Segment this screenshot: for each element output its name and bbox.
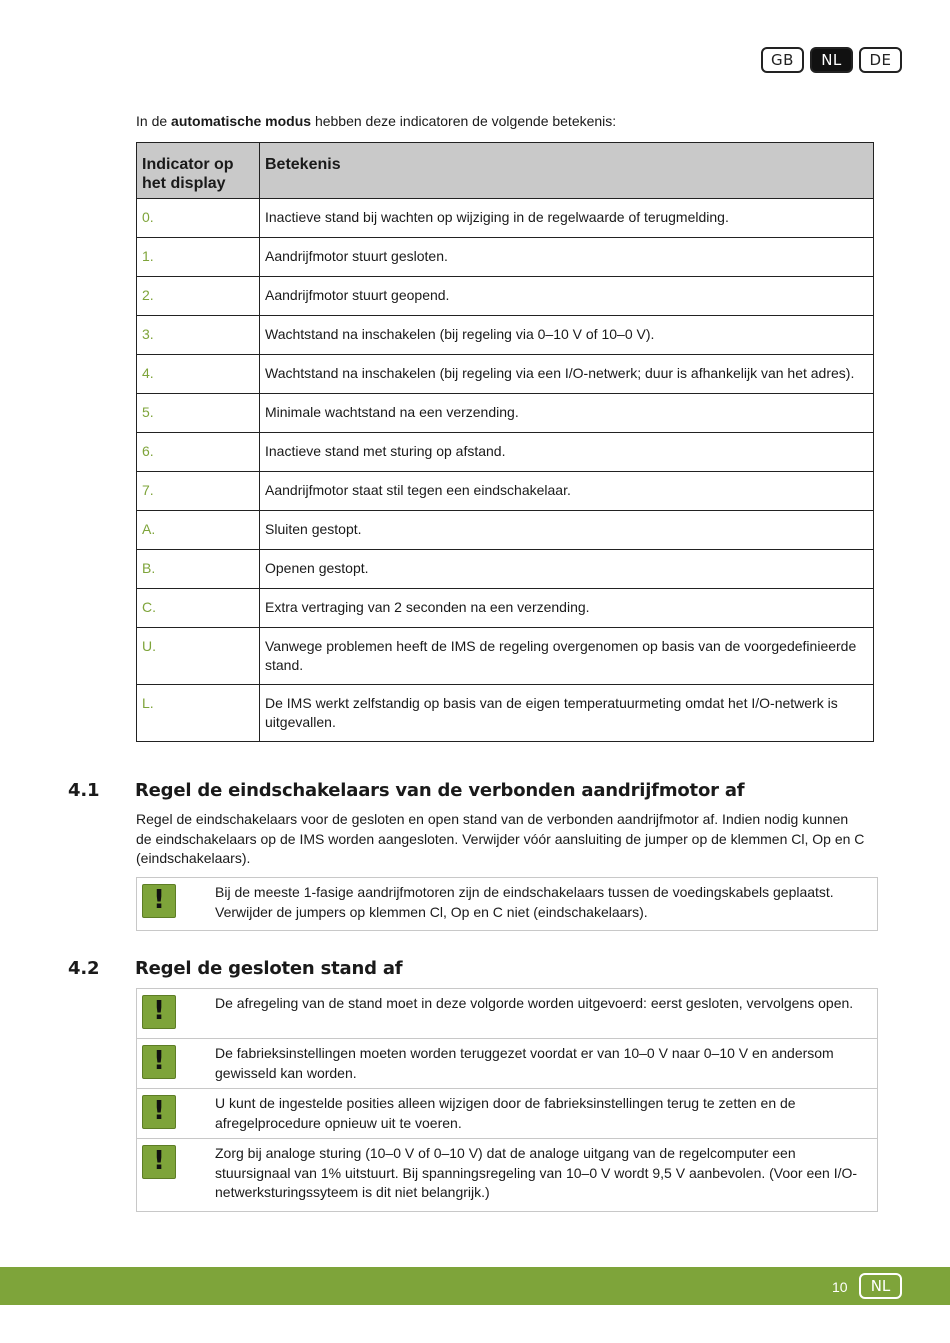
table-row [137,238,874,277]
table-row [137,433,874,472]
warning-note [137,1138,877,1211]
table-row [137,589,874,628]
indicator-code: 5. [137,394,260,433]
indicator-meaning: Extra vertraging van 2 seconden na een verzending. [260,589,874,628]
intro-bold: automatische modus [171,113,312,129]
warning-text: De fabrieksinstellingen moeten worden teruggezet voordat er van 10–0 V naar 0–10 V en andersom gewisseld kan worden. [215,1045,834,1081]
indicator-meaning: Inactieve stand bij wachten op wijziging in de regelwaarde of terugmelding. [260,199,874,238]
section-heading-4-2 [68,958,402,979]
table-row [137,628,874,685]
table-row [137,316,874,355]
intro-prefix: In de [136,113,172,129]
warning-text: De afregeling van de stand moet in deze volgorde worden uitgevoerd: eerst gesloten, vervolgens open. [215,995,854,1011]
table-row [137,550,874,589]
table-row [137,199,874,238]
section-number: 4.1 [68,780,100,801]
warning-notes-4-1 [136,877,878,931]
table-row [137,394,874,433]
column-header-indicator: Indicator op het display [137,143,260,199]
indicator-meaning: Inactieve stand met sturing op afstand. [260,433,874,472]
indicator-meaning: Sluiten gestopt. [260,511,874,550]
language-button-de[interactable]: DE [859,47,902,73]
indicator-meaning: De IMS werkt zelfstandig op basis van de eigen temperatuurmeting omdat het I/O-netwerk is uitgevallen. [260,685,874,742]
indicator-meaning: Vanwege problemen heeft de IMS de regeling overgenomen op basis van de voorgedefinieerde stand. [260,628,874,685]
indicator-code: U. [137,628,260,685]
indicator-code: B. [137,550,260,589]
indicator-meaning: Aandrijfmotor stuurt gesloten. [260,238,874,277]
indicator-code: L. [137,685,260,742]
indicator-meaning: Minimale wachtstand na een verzending. [260,394,874,433]
intro-text [136,113,616,129]
table-header-row [137,143,874,199]
section-title: Regel de gesloten stand af [135,958,403,979]
section-heading-4-1 [68,780,744,801]
warning-note [137,878,877,930]
indicator-table [136,142,874,742]
column-header-meaning: Betekenis [260,143,874,199]
indicator-code: 4. [137,355,260,394]
section-number: 4.2 [68,958,100,979]
indicator-code: A. [137,511,260,550]
warning-icon: ! [142,1045,176,1079]
section-title: Regel de eindschakelaars van de verbonden aandrijfmotor af [135,780,745,801]
footer-bar [0,1267,950,1305]
warning-note [137,989,877,1038]
indicator-meaning: Wachtstand na inschakelen (bij regeling via 0–10 V of 10–0 V). [260,316,874,355]
table-row [137,511,874,550]
indicator-code: 3. [137,316,260,355]
warning-text: U kunt de ingestelde posities alleen wijzigen door de fabrieksinstellingen terug te zetten en de afregelprocedure opnieuw uit te voeren. [215,1095,796,1131]
warning-text: Bij de meeste 1-fasige aandrijfmotoren zijn de eindschakelaars tussen de voedingskabels geplaatst. Verwijder de jumpers op klemmen Cl, Op en C niet (eindschakelaars). [215,884,834,920]
indicator-meaning: Openen gestopt. [260,550,874,589]
warning-icon: ! [142,884,176,918]
indicator-code: 1. [137,238,260,277]
indicator-code: 7. [137,472,260,511]
indicator-meaning: Wachtstand na inschakelen (bij regeling via een I/O-netwerk; duur is afhankelijk van het adres). [260,355,874,394]
indicator-code: 0. [137,199,260,238]
language-switch [761,47,902,73]
warning-icon: ! [142,1095,176,1129]
indicator-code: 6. [137,433,260,472]
language-button-gb[interactable]: GB [761,47,804,73]
table-row [137,685,874,742]
warning-icon: ! [142,1145,176,1179]
warning-text: Zorg bij analoge sturing (10–0 V of 0–10 V) dat de analoge uitgang van de regelcomputer een stuursignaal van 1% uitstuurt. Bij spanningsregeling van 10–0 V wordt 9,5 V aanbevolen. (Voor een I/O-netwerksturingssyteem is dit niet belangrijk.) [215,1145,858,1200]
indicator-code: C. [137,589,260,628]
table-row [137,472,874,511]
indicator-meaning: Aandrijfmotor stuurt geopend. [260,277,874,316]
indicator-meaning: Aandrijfmotor staat stil tegen een eindschakelaar. [260,472,874,511]
intro-suffix: hebben deze indicatoren de volgende betekenis: [311,113,617,129]
warning-notes-4-2 [136,988,878,1212]
indicator-code: 2. [137,277,260,316]
language-button-nl[interactable]: NL [810,47,853,73]
table-row [137,355,874,394]
section-4-1-body: Regel de eindschakelaars voor de gesloten en open stand van de verbonden aandrijfmotor af. Indien nodig kunnen de eindschakelaars op de IMS worden aangesloten. Verwijder vóór aansluiting de jumper op de klemmen Cl, Op en C (eindschakelaars). [136,811,865,866]
warning-note [137,1038,877,1088]
warning-note [137,1088,877,1138]
table-row [137,277,874,316]
footer-language-badge: NL [859,1273,902,1299]
warning-icon: ! [142,995,176,1029]
page-number: 10 [832,1279,848,1295]
